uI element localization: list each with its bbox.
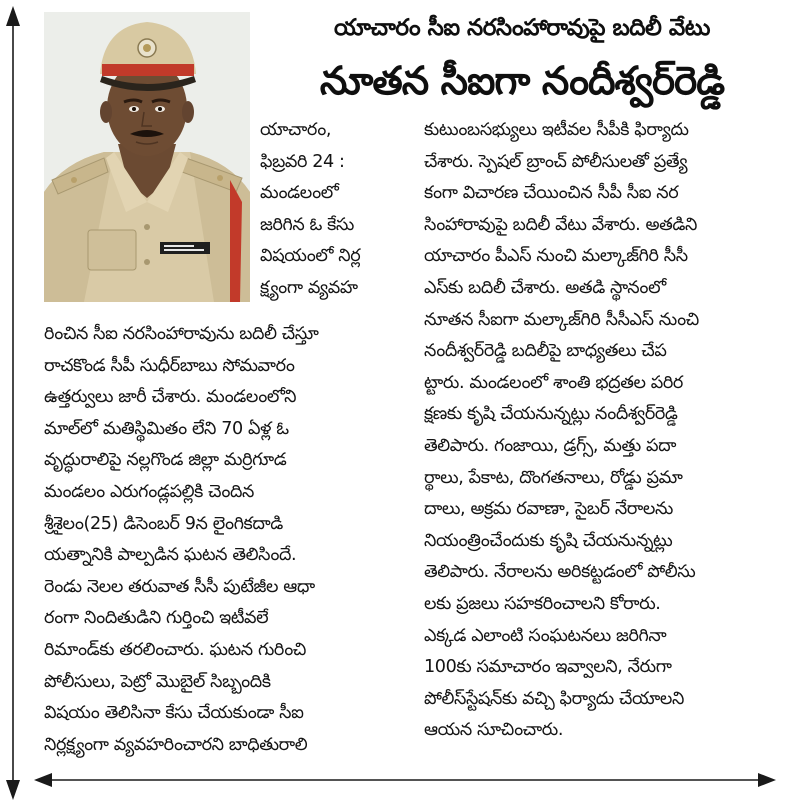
article-line: రంగా నిందితుడిని గుర్తించి ఇటీవలే bbox=[44, 608, 269, 629]
article-line: తెలిపారు. నేరాలను అరికట్టడంలో పోలీసు bbox=[424, 562, 696, 583]
article-line: ఆయన సూచించారు. bbox=[424, 720, 564, 741]
article-line: రెండు నెలల తరువాత సీసీ పుటేజీల ఆధా bbox=[44, 576, 315, 597]
article-left-column-top bbox=[260, 115, 410, 305]
article-line: యాచారం, bbox=[260, 120, 332, 140]
article-line: నిర్లక్ష్యంగా వ్యవహరించారని బాధితురాలి bbox=[44, 734, 308, 755]
officer-photo bbox=[44, 12, 250, 302]
article-line: ఫిబ్రవరి 24 : bbox=[260, 151, 345, 172]
article-line: సింహారావుపై బదిలీ వేటు వేశారు. అతడిని bbox=[424, 214, 697, 235]
article-line: యాచారం పీఎస్ నుంచి మల్కాజ్‌గిరి సీసీ bbox=[424, 246, 688, 267]
vertical-height-arrow bbox=[0, 0, 26, 808]
article-line: లకు ప్రజలు సహకరించాలని కోరారు. bbox=[424, 593, 661, 614]
article-line: నియంత్రించేందుకు కృషి చేయనున్నట్లు bbox=[424, 530, 673, 551]
article-line: 100కు సమాచారం ఇవ్వాలని, నేరుగా bbox=[424, 657, 672, 678]
article-line: వృద్ధురాలిపై నల్లగొండ జిల్లా మర్రిగూడ bbox=[44, 450, 287, 471]
article-right-column bbox=[424, 115, 782, 747]
article-line: క్షణకు కృషి చేయనున్నట్లు నందీశ్వర్‌రెడ్డి bbox=[424, 404, 678, 425]
article-line: మండలం ఎరుగండ్లపల్లికి చెందిన bbox=[44, 481, 255, 502]
article-line: తెలిపారు. గంజాయి, డ్రగ్స్, మత్తు పదా bbox=[424, 435, 677, 456]
article-line: విషయం తెలిసినా కేసు చేయకుండా సీఐ bbox=[44, 703, 304, 724]
article-line: కంగా విచారణ చేయించిన సీపీ సీఐ నర bbox=[424, 183, 679, 204]
article-line: రించిన సీఐ నరసింహారావును బదిలీ చేస్తూ bbox=[44, 324, 319, 344]
article-line: చేశారు. స్పెషల్ బ్రాంచ్ పోలీసులతో ప్రత్యే bbox=[424, 151, 688, 172]
article-line: రిమాండ్‌కు తరలించారు. ఘటన గురించి bbox=[44, 639, 306, 660]
article-line: నందీశ్వర్‌రెడ్డి బదిలీపై బాధ్యతలు చేప bbox=[424, 341, 667, 362]
article-line: ఎస్‌కు బదిలీ చేశారు. అతడి స్థానంలో bbox=[424, 277, 666, 298]
article-line: నూతన సీఐగా మల్కాజ్‌గిరి సీసీఎస్ నుంచి bbox=[424, 309, 699, 330]
headline bbox=[262, 10, 782, 112]
horizontal-width-arrow bbox=[30, 768, 780, 792]
article-line: దాలు, అక్రమ రవాణా, సైబర్ నేరాలను bbox=[424, 499, 673, 520]
article-line: పోలీస్‌స్టేషన్‌కు వచ్చి ఫిర్యాదు చేయాలని bbox=[424, 688, 684, 709]
headline-title: నూతన సీఐగా నందీశ్వర్‌రెడ్డి bbox=[319, 59, 725, 104]
article-line: జరిగిన ఓ కేసు bbox=[260, 214, 354, 235]
article-line: క్ష్యంగా వ్యవహ bbox=[260, 277, 358, 298]
article-line: మండలంలో bbox=[260, 183, 339, 204]
article-line: ట్టారు. మండలంలో శాంతి భద్రతల పరిర bbox=[424, 372, 683, 393]
article-line: కుటుంబసభ్యులు ఇటీవల సీపీకి ఫిర్యాదు bbox=[424, 120, 689, 140]
article-line: ర్థాలు, పేకాట, దొంగతనాలు, రోడ్డు ప్రమా bbox=[424, 467, 683, 488]
article-line: రాచకొండ సీపీ సుధీర్‌బాబు సోమవారం bbox=[44, 355, 295, 376]
article-line: పోలీసులు, పెట్రో మొబైల్ సిబ్బందికి bbox=[44, 671, 271, 692]
headline-kicker: యాచారం సీఐ నరసింహారావుపై బదిలీ వేటు bbox=[334, 15, 710, 41]
article-line: యత్నానికి పాల్పడిన ఘటన తెలిసిందే. bbox=[44, 545, 297, 566]
article-line: ఎక్కడ ఎలాంటి సంఘటనలు జరిగినా bbox=[424, 625, 667, 646]
article-line: మాల్‌లో మతిస్థిమితం లేని 70 ఏళ్ల ఓ bbox=[44, 418, 289, 439]
article-left-column bbox=[44, 319, 414, 761]
article-line: విషయంలో నిర్ల bbox=[260, 246, 361, 267]
article-line: ఉత్తర్వులు జారీ చేశారు. మండలంలోని bbox=[44, 387, 297, 408]
article-line: శ్రీశైలం(25) డిసెంబర్ 9న లైంగికదాడి bbox=[44, 513, 283, 534]
